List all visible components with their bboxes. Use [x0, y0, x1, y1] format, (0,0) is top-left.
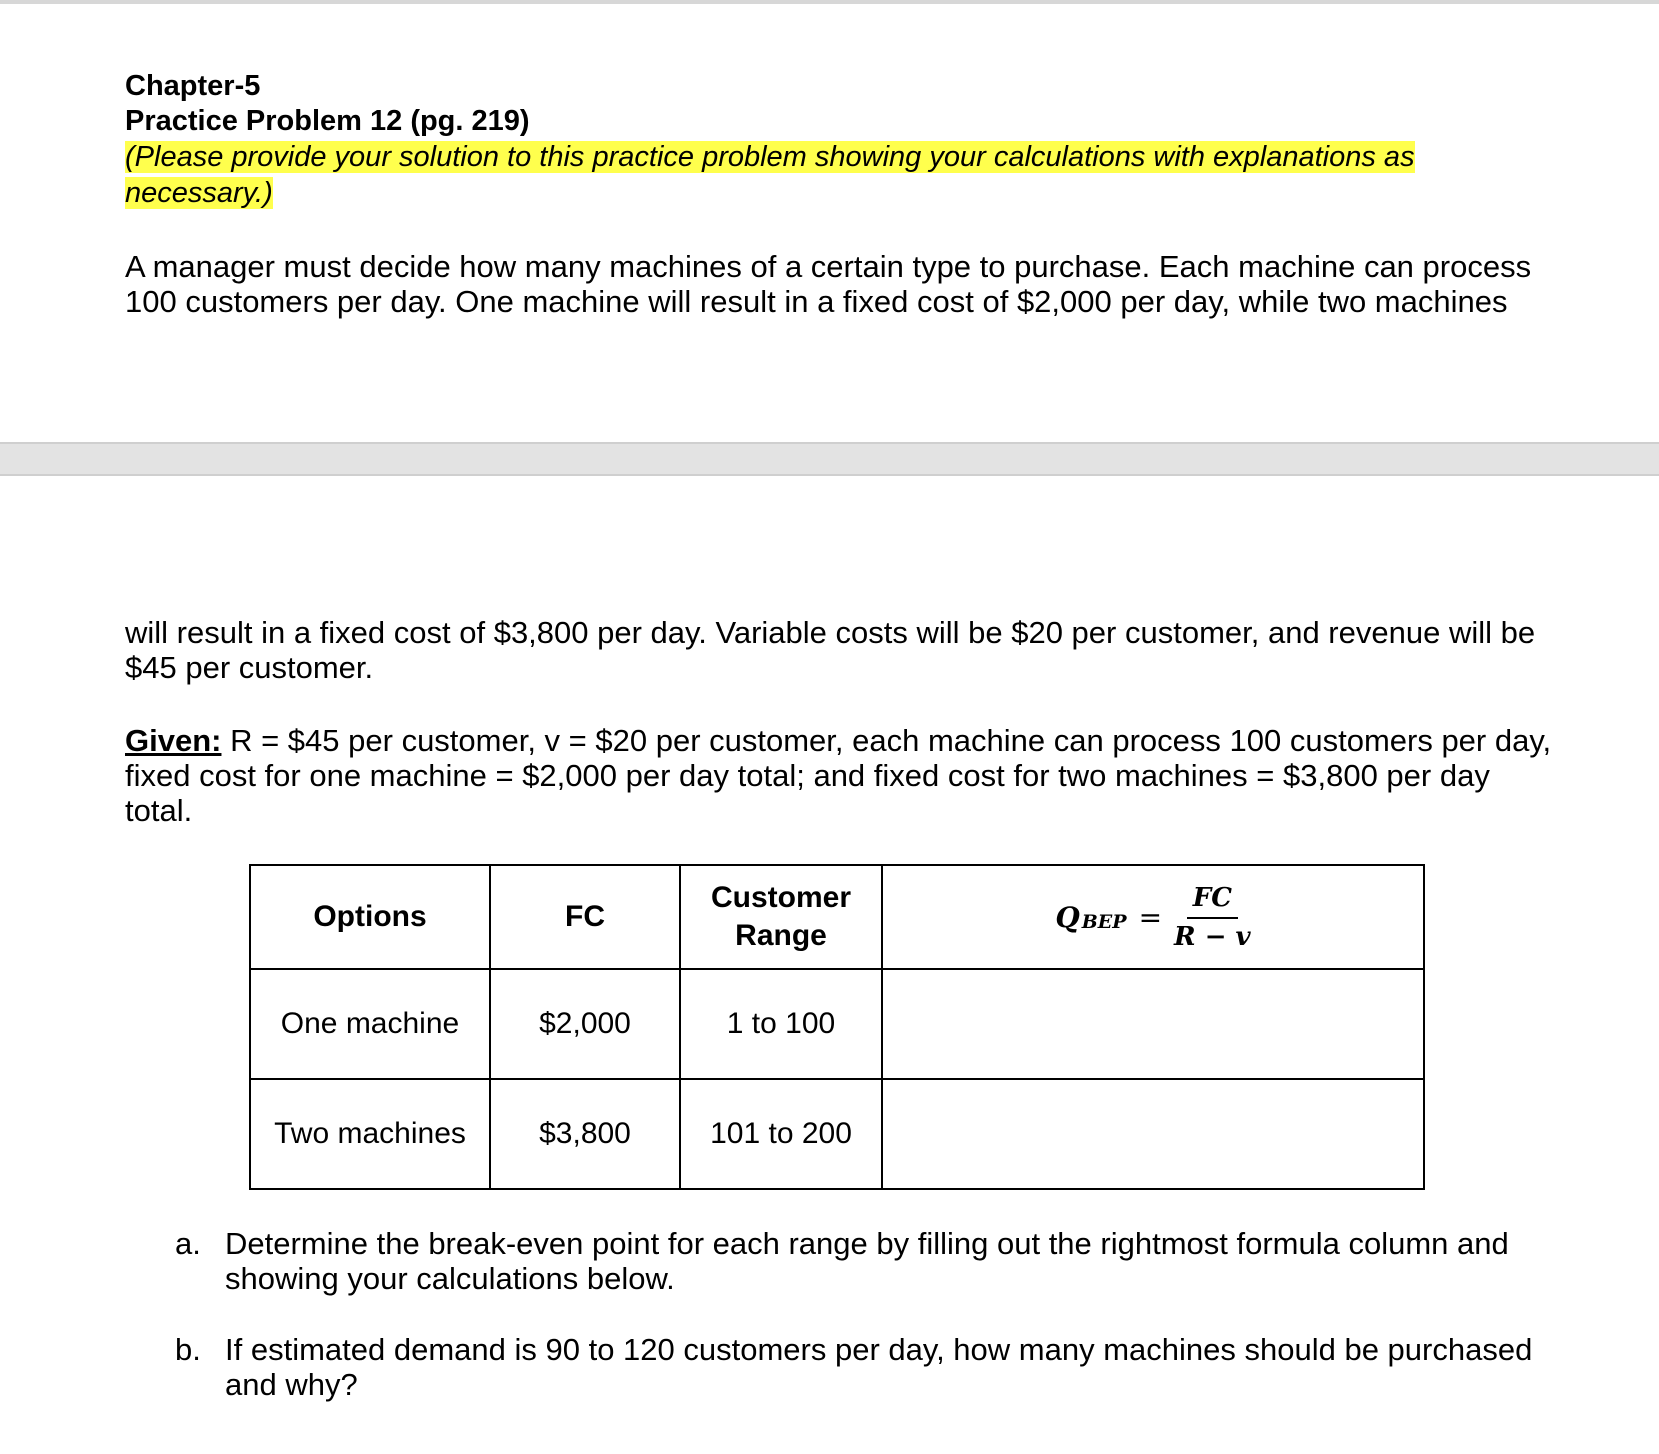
question-text: Determine the break-even point for each range by filling out the rightmost formula column and showing your calculations below. [225, 1226, 1509, 1296]
problem-text-part1: A manager must decide how many machines of a certain type to purchase. Each machine can process 100 customers per day. One machine will result in a fixed cost of $2,000 per day, while two machines [125, 249, 1532, 319]
given-text: R = $45 per customer, v = $20 per customer, each machine can process 100 customers per day, fixed cost for one machine = $2,000 per day total; and fixed cost for two machines = $3,800 per day total. [125, 723, 1552, 828]
instruction-highlight: (Please provide your solution to this practice problem showing your calculations with explanations as necessary.) [125, 141, 1415, 209]
options-table [249, 864, 1425, 1190]
cell-qbep[interactable] [882, 969, 1424, 1079]
qbep-formula [1055, 883, 1250, 952]
formula-numerator: FC [1187, 883, 1238, 919]
chapter-title: Chapter-5 [125, 70, 261, 102]
instruction-text [125, 139, 1545, 211]
question-label: a. [175, 1226, 201, 1261]
header-range-line2: Range [735, 919, 827, 952]
cell-qbep[interactable] [882, 1079, 1424, 1189]
problem-text-part2: will result in a fixed cost of $3,800 per day. Variable costs will be $20 per customer, and revenue will be $45 per customer. [125, 615, 1536, 685]
cell-option: One machine [250, 969, 490, 1079]
header-customer-range [680, 865, 882, 969]
given-label: Given: [125, 723, 222, 758]
cell-range: 101 to 200 [680, 1079, 882, 1189]
formula-fraction [1174, 883, 1251, 952]
page-break [0, 442, 1659, 476]
cell-option: Two machines [250, 1079, 490, 1189]
given-paragraph [125, 723, 1555, 828]
page-1 [0, 4, 1659, 442]
cell-fc: $2,000 [490, 969, 680, 1079]
problem-title: Practice Problem 12 (pg. 219) [125, 105, 530, 137]
question-text: If estimated demand is 90 to 120 customers per day, how many machines should be purchased and why? [225, 1332, 1533, 1402]
formula-sub: BEP [1081, 911, 1127, 933]
header-options: Options [250, 865, 490, 969]
cell-range: 1 to 100 [680, 969, 882, 1079]
header-range-line1: Customer [710, 881, 852, 914]
table-row [250, 1079, 1424, 1189]
header-fc: FC [490, 865, 680, 969]
cell-fc: $3,800 [490, 1079, 680, 1189]
table-row [250, 969, 1424, 1079]
formula-equals: = [1138, 900, 1163, 934]
table-header-row [250, 865, 1424, 969]
formula-q: Q [1055, 900, 1080, 934]
question-label: b. [175, 1332, 201, 1367]
formula-denominator: R − v [1174, 921, 1251, 952]
header-qbep-formula [882, 865, 1424, 969]
